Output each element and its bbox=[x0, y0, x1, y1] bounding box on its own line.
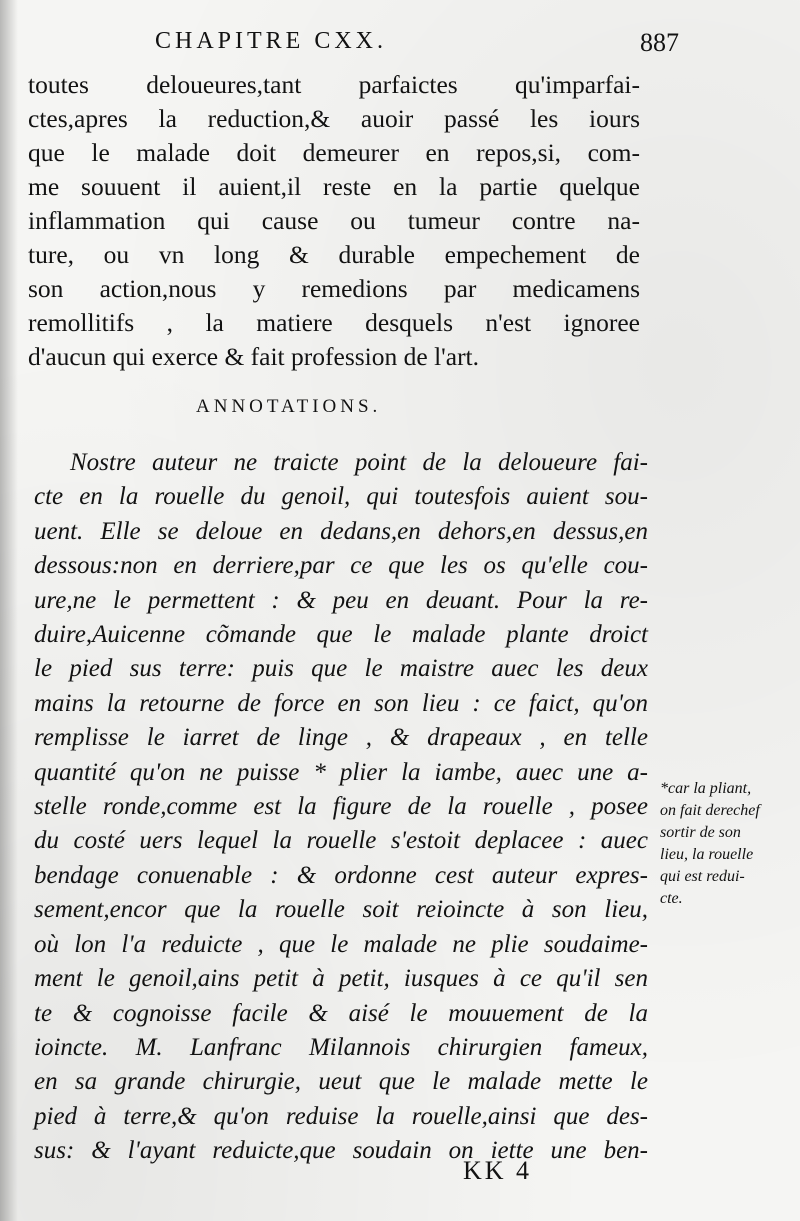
annotation-line: bendage conuenable : & ordonne cest auteur expres- bbox=[34, 861, 648, 889]
body-line: son action,nous y remedions par medicamens bbox=[28, 274, 640, 303]
margin-note-line: on fait derechef bbox=[660, 802, 760, 819]
page-number: 887 bbox=[640, 28, 679, 57]
body-line: inflammation qui cause ou tumeur contre na- bbox=[28, 206, 640, 235]
annotation-line: uent. Elle se deloue en dedans,en dehors,en dessus,en bbox=[34, 517, 648, 545]
annotation-line: cte en la rouelle du genoil, qui toutesfois auient sou- bbox=[34, 483, 648, 511]
body-line: ture, ou vn long & durable empechement de bbox=[28, 240, 640, 269]
body-line: me souuent il auient,il reste en la partie quelque bbox=[28, 172, 640, 201]
annotation-line: où lon l'a reduicte , que le malade ne plie soudaime- bbox=[34, 930, 648, 958]
annotation-line: ioincte. M. Lanfranc Milannois chirurgien fameux, bbox=[34, 1033, 648, 1061]
gutter-shadow bbox=[0, 0, 18, 1221]
annotation-line: ure,ne le permettent : & peu en deuant. Pour la re- bbox=[34, 586, 648, 614]
annotation-line: quantité qu'on ne puisse * plier la iambe, auec une a- bbox=[34, 758, 648, 786]
margin-note-line: *car la pliant, bbox=[660, 780, 752, 797]
margin-note-line: lieu, la rouelle bbox=[660, 846, 754, 863]
annotation-line: te & cognoisse facile & aisé le mouuement de la bbox=[34, 999, 648, 1027]
margin-note-line: sortir de son bbox=[660, 824, 741, 841]
annotation-line: le pied sus terre: puis que le maistre auec les deux bbox=[34, 655, 648, 683]
annotation-line: pied à terre,& qu'on reduise la rouelle,ainsi que des- bbox=[34, 1102, 648, 1130]
body-line: que le malade doit demeurer en repos,si, com- bbox=[28, 138, 640, 167]
margin-note bbox=[660, 778, 796, 910]
annotation-line: sus: & l'ayant reduicte,que soudain on iette une ben- bbox=[34, 1137, 648, 1165]
body-line: remollitifs , la matiere desquels n'est ignoree bbox=[28, 308, 640, 337]
annotation-line: dessous:non en derriere,par ce que les os qu'elle cou- bbox=[34, 552, 648, 580]
annotation-line: duire,Auicenne cõmande que le malade plante droict bbox=[34, 621, 648, 649]
annotations-paragraph bbox=[34, 446, 648, 1169]
body-line: d'aucun qui exerce & fait profession de l'art. bbox=[28, 342, 480, 371]
annotation-line: en sa grande chirurgie, ueut que le malade mette le bbox=[34, 1068, 648, 1096]
annotation-line: remplisse le iarret de linge , & drapeaux , en telle bbox=[34, 724, 648, 752]
annotation-line: mains la retourne de force en son lieu : ce faict, qu'on bbox=[34, 689, 648, 717]
body-line: toutes deloueures,tant parfaictes qu'imparfai- bbox=[28, 70, 640, 99]
annotation-line: ment le genoil,ains petit à petit, iusques à ce qu'il sen bbox=[34, 965, 648, 993]
annotation-line: Nostre auteur ne traicte point de la deloueure fai- bbox=[70, 449, 648, 476]
annotation-line: stelle ronde,comme est la figure de la rouelle , posee bbox=[34, 793, 648, 821]
section-heading: ANNOTATIONS. bbox=[196, 396, 382, 417]
margin-note-line: cte. bbox=[660, 890, 683, 907]
margin-note-line: qui est redui- bbox=[660, 868, 745, 885]
body-line: ctes,apres la reduction,& auoir passé les iours bbox=[28, 104, 640, 133]
annotation-line: sement,encor que la rouelle soit reioincte à son lieu, bbox=[34, 896, 648, 924]
running-head: CHAPITRE CXX. bbox=[155, 28, 388, 54]
signature-mark: KK 4 bbox=[463, 1156, 533, 1185]
annotation-line: du costé uers lequel la rouelle s'estoit deplacee : auec bbox=[34, 827, 648, 855]
body-paragraph bbox=[28, 68, 640, 374]
